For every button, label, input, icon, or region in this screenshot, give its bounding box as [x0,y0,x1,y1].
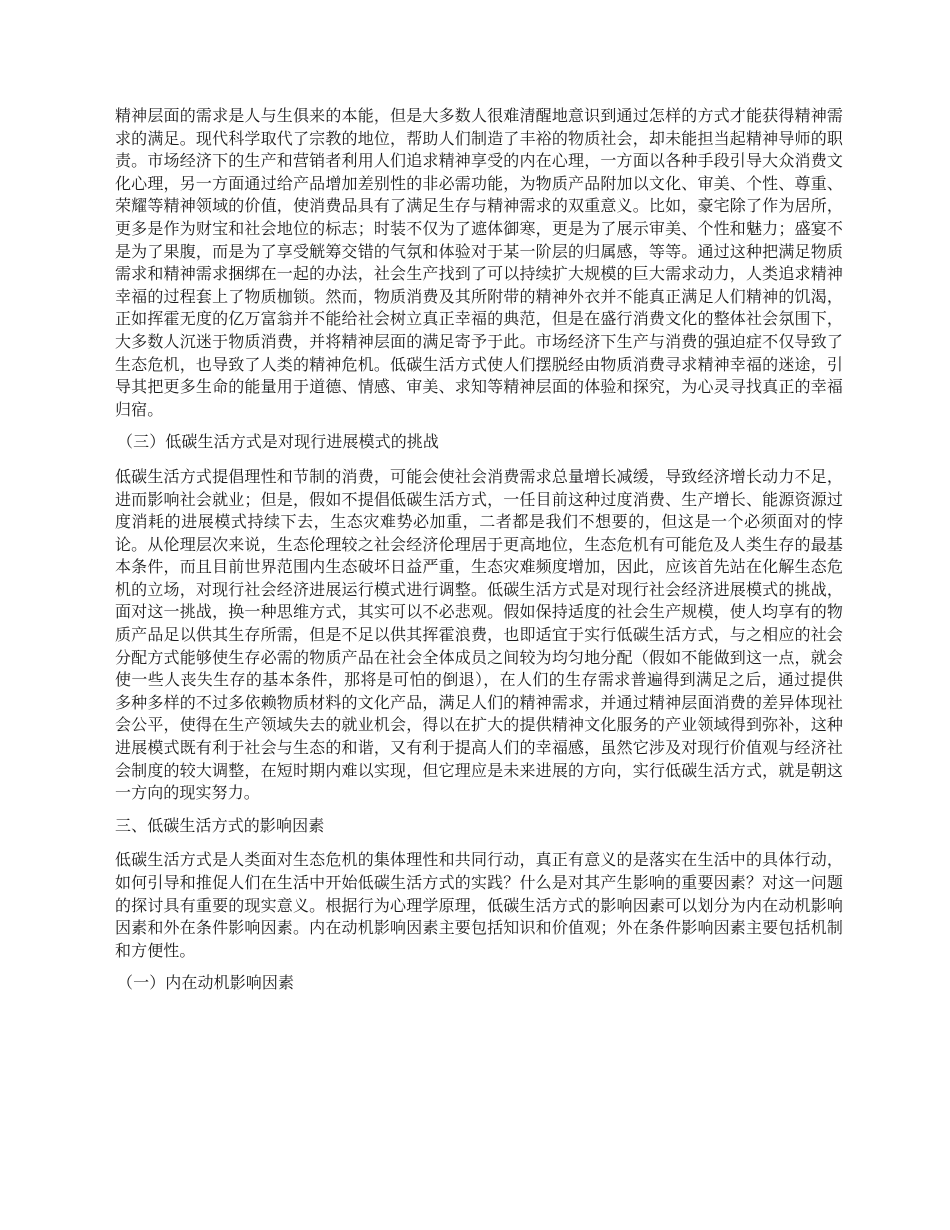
body-paragraph-development-model: 低碳生活方式提倡理性和节制的消费，可能会使社会消费需求总量增长减缓，导致经济增长动力不足，进而影响社会就业；但是，假如不提倡低碳生活方式，一任目前这种过度消费、生产增长、能源资源过度消耗的进展模式持续下去，生态灾难势必加重，二者都是我们不想要的，但这是一个必须面对的悖论。从伦理层次来说，生态伦理较之社会经济伦理居于更高地位，生态危机有可能危及人类生存的最基本条件，而且目前世界范围内生态破坏日益严重，生态灾难频度增加，因此，应该首先站在化解生态危机的立场，对现行社会经济进展运行模式进行调整。低碳生活方式是对现行社会经济进展模式的挑战，面对这一挑战，换一种思维方式，其实可以不必悲观。假如保持适度的社会生产规模，使人均享有的物质产品足以供其生存所需，但是不足以供其挥霍浪费，也即适宜于实行低碳生活方式，与之相应的社会分配方式能够使生存必需的物质产品在社会全体成员之间较为均匀地分配（假如不能做到这一点，就会使一些人丧失生存的基本条件，那将是可怕的倒退），在人们的生存需求普遍得到满足之后，通过提供多种多样的不过多依赖物质材料的文化产品，满足人们的精神需求，并通过精神层面消费的差异体现社会公平，使得在生产领域失去的就业机会，得以在扩大的提供精神文化服务的产业领域得到弥补，这种进展模式既有利于社会与生态的和谐，又有利于提高人们的幸福感，虽然它涉及对现行价值观与经济社会制度的较大调整，在短时期内难以实现，但它理应是未来进展的方向，实行低碳生活方式，就是朝这一方向的现实努力。 [115,466,843,803]
section-heading-influencing-factors: 三、低碳生活方式的影响因素 [115,815,325,835]
section-heading-challenge: （三）低碳生活方式是对现行进展模式的挑战 [117,432,440,452]
document-page [115,105,843,1007]
body-paragraph-spiritual-needs: 精神层面的需求是人与生俱来的本能，但是大多数人很难清醒地意识到通过怎样的方式才能获得精神需求的满足。现代科学取代了宗教的地位，帮助人们制造了丰裕的物质社会，却未能担当起精神导师的职责。市场经济下的生产和营销者利用人们追求精神享受的内在心理，一方面以各种手段引导大众消费文化心理，另一方面通过给产品增加差别性的非必需功能，为物质产品附加以文化、审美、个性、尊重、荣耀等精神领域的价值，使消费品具有了满足生存与精神需求的双重意义。比如，豪宅除了作为居所，更多是作为财宝和社会地位的标志；时装不仅为了遮体御寒，更是为了展示审美、个性和魅力；盛宴不是为了果腹，而是为了享受觥筹交错的气氛和体验对于某一阶层的归属感，等等。通过这种把满足物质需求和精神需求捆绑在一起的办法，社会生产找到了可以持续扩大规模的巨大需求动力，人类追求精神幸福的过程套上了物质枷锁。然而，物质消费及其所附带的精神外衣并不能真正满足人们精神的饥渴，正如挥霍无度的亿万富翁并不能给社会树立真正幸福的典范，但是在盛行消费文化的整体社会氛围下，大多数人沉迷于物质消费，并将精神层面的满足寄予于此。市场经济下生产与消费的强迫症不仅导致了生态危机，也导致了人类的精神危机。低碳生活方式使人们摆脱经由物质消费寻求精神幸福的迷途，引导其把更多生命的能量用于道德、情感、审美、求知等精神层面的体验和探究，为心灵寻找真正的幸福归宿。 [115,106,843,419]
body-paragraph-influencing-factors: 低碳生活方式是人类面对生态危机的集体理性和共同行动，真正有意义的是落实在生活中的具体行动，如何引导和推促人们在生活中开始低碳生活方式的实践？什么是对其产生影响的重要因素？对这一问题的探讨具有重要的现实意义。根据行为心理学原理，低碳生活方式的影响因素可以划分为内在动机影响因素和外在条件影响因素。内在动机影响因素主要包括知识和价值观；外在条件影响因素主要包括机制和方便性。 [115,850,843,960]
section-heading-internal-motivation: （一）内在动机影响因素 [117,973,295,993]
